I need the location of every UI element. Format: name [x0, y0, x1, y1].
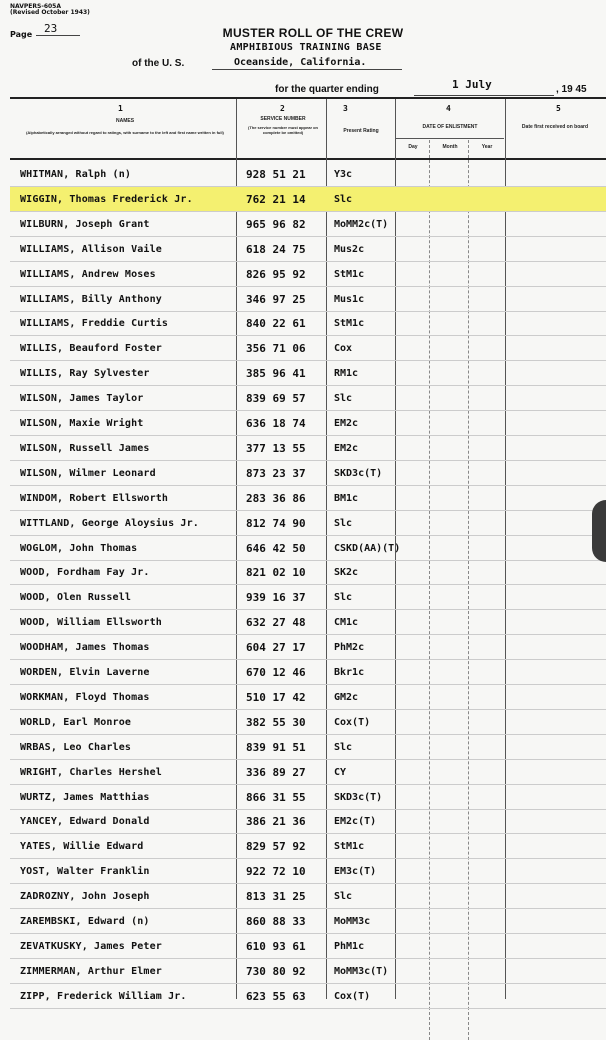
present-rating: EM2c — [334, 442, 359, 454]
table-row — [10, 585, 606, 610]
table-row — [10, 735, 606, 760]
form-id — [10, 4, 90, 16]
table-row — [10, 660, 606, 685]
present-rating: Slc — [334, 193, 353, 205]
table-row — [10, 884, 606, 909]
service-number: 928 51 21 — [246, 168, 306, 181]
crew-name: YOST, Walter Franklin — [20, 866, 150, 878]
crew-name: ZADROZNY, John Joseph — [20, 891, 150, 903]
table-row — [10, 809, 606, 834]
page-label: Page — [10, 30, 33, 39]
present-rating: EM2c — [334, 418, 359, 429]
column-number-3: 3 — [343, 104, 348, 113]
crew-name: ZIMMERMAN, Arthur Elmer — [20, 965, 162, 977]
service-number: 632 27 48 — [246, 616, 306, 630]
enlistment-year-header: Year — [481, 144, 493, 150]
present-rating: EM3c(T) — [334, 866, 377, 878]
table-row — [10, 984, 606, 1009]
present-rating: GM2c — [334, 691, 359, 703]
document-title: MUSTER ROLL OF THE CREW — [222, 26, 404, 40]
present-rating: BM1c — [334, 492, 359, 504]
present-rating: SKD3c(T) — [334, 791, 383, 803]
crew-name: WILBURN, Joseph Grant — [20, 218, 150, 230]
present-rating: CM1c — [334, 617, 359, 629]
service-number: 646 42 50 — [246, 541, 306, 555]
quarter-label: for the quarter ending — [275, 84, 379, 95]
service-number: 866 31 55 — [246, 790, 306, 804]
table-row — [10, 262, 606, 287]
service-number: 840 22 61 — [246, 317, 306, 331]
present-rating: Slc — [334, 741, 353, 753]
crew-name: WRBAS, Leo Charles — [20, 741, 132, 753]
service-number: 356 71 06 — [246, 342, 306, 356]
crew-name: WILLIAMS, Billy Anthony — [20, 293, 162, 305]
quarter-underline — [414, 95, 554, 96]
service-number: 860 88 33 — [246, 915, 306, 928]
present-rating: Slc — [334, 891, 353, 903]
service-number: 812 74 90 — [246, 516, 306, 530]
table-row — [10, 560, 606, 585]
present-rating: MoMM3c — [334, 916, 371, 927]
column-number-4: 4 — [446, 104, 451, 113]
crew-name: WILLIS, Ray Sylvester — [20, 368, 150, 380]
present-rating: PhM1c — [334, 940, 365, 952]
table-row — [10, 287, 606, 312]
table-row — [10, 436, 606, 461]
table-header-bottom-rule — [10, 158, 606, 160]
service-number: 386 21 36 — [246, 815, 306, 829]
date-received-column-header: Date first received on board — [521, 124, 589, 130]
table-row — [10, 237, 606, 262]
crew-name: WITTLAND, George Aloysius Jr. — [20, 517, 199, 529]
service-number: 826 95 92 — [246, 267, 306, 281]
table-row — [10, 336, 606, 361]
present-rating: RM1c — [334, 368, 359, 380]
form-id-code: NAVPERS-605A — [10, 3, 61, 10]
crew-name: WORDEN, Elvin Laverne — [20, 667, 150, 678]
service-number: 839 91 51 — [246, 740, 306, 754]
present-rating: Bkr1c — [334, 667, 365, 678]
present-rating: Cox(T) — [334, 716, 371, 728]
service-number: 922 72 10 — [246, 865, 306, 879]
table-row — [10, 785, 606, 810]
service-number-column-header — [240, 116, 326, 135]
service-header-note: (The service number must appear on complete be omitted) — [247, 125, 319, 135]
quarter-year: , 19 45 — [556, 84, 587, 95]
table-row — [10, 959, 606, 984]
crew-name: WOOD, Olen Russell — [20, 592, 132, 604]
present-rating: Y3c — [334, 169, 353, 180]
table-row — [10, 212, 606, 237]
present-rating: StM1c — [334, 268, 365, 280]
present-rating: Slc — [334, 393, 353, 405]
table-row — [10, 511, 606, 536]
present-rating: CY — [334, 766, 347, 778]
table-header-top-rule — [10, 97, 606, 99]
crew-name: YATES, Willie Edward — [20, 841, 144, 853]
enlistment-divider — [396, 138, 504, 139]
names-header-note: (Alphabetically arranged without regard to ratings, with surname to the left and first name written in full) — [26, 130, 224, 135]
crew-name: ZEVATKUSKY, James Peter — [20, 940, 162, 952]
names-header-label: NAMES — [115, 118, 135, 124]
service-number: 670 12 46 — [246, 666, 306, 679]
table-row — [10, 685, 606, 710]
service-number: 829 57 92 — [246, 840, 306, 854]
service-number: 762 21 14 — [246, 192, 306, 206]
present-rating: MoMM2c(T) — [334, 218, 389, 230]
scan-edge-mark — [592, 500, 606, 562]
crew-name: WILLIAMS, Allison Vaile — [20, 243, 162, 255]
table-row — [10, 162, 606, 187]
service-number: 385 96 41 — [246, 367, 306, 381]
table-row — [10, 536, 606, 561]
service-number: 377 13 55 — [246, 441, 306, 455]
service-number: 730 80 92 — [246, 964, 306, 978]
service-number: 636 18 74 — [246, 417, 306, 430]
table-row — [10, 635, 606, 660]
table-row — [10, 486, 606, 511]
crew-name: WIGGIN, Thomas Frederick Jr. — [20, 193, 193, 205]
table-row — [10, 461, 606, 486]
service-number: 382 55 30 — [246, 715, 306, 729]
unit-location: Oceanside, California. — [234, 57, 367, 68]
date-of-enlistment-header: DATE OF ENLISTMENT — [422, 124, 478, 130]
service-header-label: SERVICE NUMBER — [260, 116, 306, 122]
service-number: 618 24 75 — [246, 242, 306, 256]
table-row-highlighted — [10, 187, 606, 212]
service-number: 873 23 37 — [246, 466, 306, 480]
crew-name: WHITMAN, Ralph (n) — [20, 169, 132, 180]
present-rating: Mus1c — [334, 293, 365, 305]
crew-name: WOODHAM, James Thomas — [20, 642, 150, 654]
service-number: 510 17 42 — [246, 690, 306, 704]
present-rating: CSKD(AA)(T) — [334, 542, 401, 554]
unit-underline — [212, 69, 402, 70]
crew-name: WILSON, Russell James — [20, 442, 150, 454]
quarter-date: 1 July — [452, 78, 492, 91]
present-rating: Cox — [334, 343, 353, 355]
service-number: 610 93 61 — [246, 939, 306, 953]
column-number-1: 1 — [118, 104, 123, 113]
service-number: 821 02 10 — [246, 566, 306, 580]
enlistment-day-header: Day — [408, 144, 418, 150]
of-the-us-label: of the U. S. — [132, 58, 185, 69]
present-rating: StM1c — [334, 841, 365, 853]
table-row — [10, 411, 606, 436]
table-row — [10, 934, 606, 959]
present-rating: PhM2c — [334, 642, 365, 654]
service-number: 346 97 25 — [246, 292, 306, 306]
present-rating: Slc — [334, 592, 353, 604]
present-rating: Mus2c — [334, 243, 365, 255]
table-row — [10, 859, 606, 884]
service-number: 336 89 27 — [246, 765, 306, 779]
crew-name: WORKMAN, Floyd Thomas — [20, 691, 150, 703]
table-row — [10, 760, 606, 785]
table-row — [10, 386, 606, 411]
page-number: 23 — [44, 22, 58, 35]
service-number: 965 96 82 — [246, 217, 306, 231]
crew-name: WURTZ, James Matthias — [20, 791, 150, 803]
crew-name: WILLIS, Beauford Foster — [20, 343, 162, 355]
present-rating: Cox(T) — [334, 990, 371, 1002]
crew-name: WILLIAMS, Freddie Curtis — [20, 318, 169, 330]
service-number: 623 55 63 — [246, 989, 306, 1003]
present-rating-column-header: Present Rating — [343, 128, 379, 134]
crew-name: WILSON, Maxie Wright — [20, 418, 144, 429]
present-rating: EM2c(T) — [334, 816, 377, 828]
table-row — [10, 834, 606, 859]
enlistment-month-header: Month — [442, 144, 458, 150]
crew-name: ZIPP, Frederick William Jr. — [20, 990, 187, 1002]
present-rating: MoMM3c(T) — [334, 965, 389, 977]
crew-name: YANCEY, Edward Donald — [20, 816, 150, 828]
service-number: 939 16 37 — [246, 591, 306, 605]
present-rating: SKD3c(T) — [334, 467, 383, 479]
present-rating: Slc — [334, 517, 353, 529]
service-number: 813 31 25 — [246, 890, 306, 904]
table-row — [10, 311, 606, 336]
unit-name: AMPHIBIOUS TRAINING BASE — [230, 42, 382, 53]
crew-name: WOGLOM, John Thomas — [20, 542, 138, 554]
column-number-5: 5 — [556, 104, 561, 113]
service-number: 839 69 57 — [246, 392, 306, 406]
crew-name: WORLD, Earl Monroe — [20, 716, 132, 728]
service-number: 604 27 17 — [246, 641, 306, 655]
crew-name: WILSON, James Taylor — [20, 393, 144, 405]
crew-name: WINDOM, Robert Ellsworth — [20, 492, 169, 504]
crew-name: WILLIAMS, Andrew Moses — [20, 268, 156, 280]
present-rating: SK2c — [334, 567, 359, 579]
table-row — [10, 909, 606, 934]
service-number: 283 36 86 — [246, 491, 306, 505]
crew-name: WOOD, William Ellsworth — [20, 617, 162, 629]
table-row — [10, 710, 606, 735]
crew-name: ZAREMBSKI, Edward (n) — [20, 916, 150, 927]
crew-name: WRIGHT, Charles Hershel — [20, 766, 162, 778]
column-number-2: 2 — [280, 104, 285, 113]
table-row — [10, 361, 606, 386]
present-rating: StM1c — [334, 318, 365, 330]
crew-name: WOOD, Fordham Fay Jr. — [20, 567, 150, 579]
names-column-header — [14, 118, 236, 135]
form-revision: (Revised October 1943) — [10, 9, 90, 16]
table-row — [10, 610, 606, 635]
crew-name: WILSON, Wilmer Leonard — [20, 467, 156, 479]
